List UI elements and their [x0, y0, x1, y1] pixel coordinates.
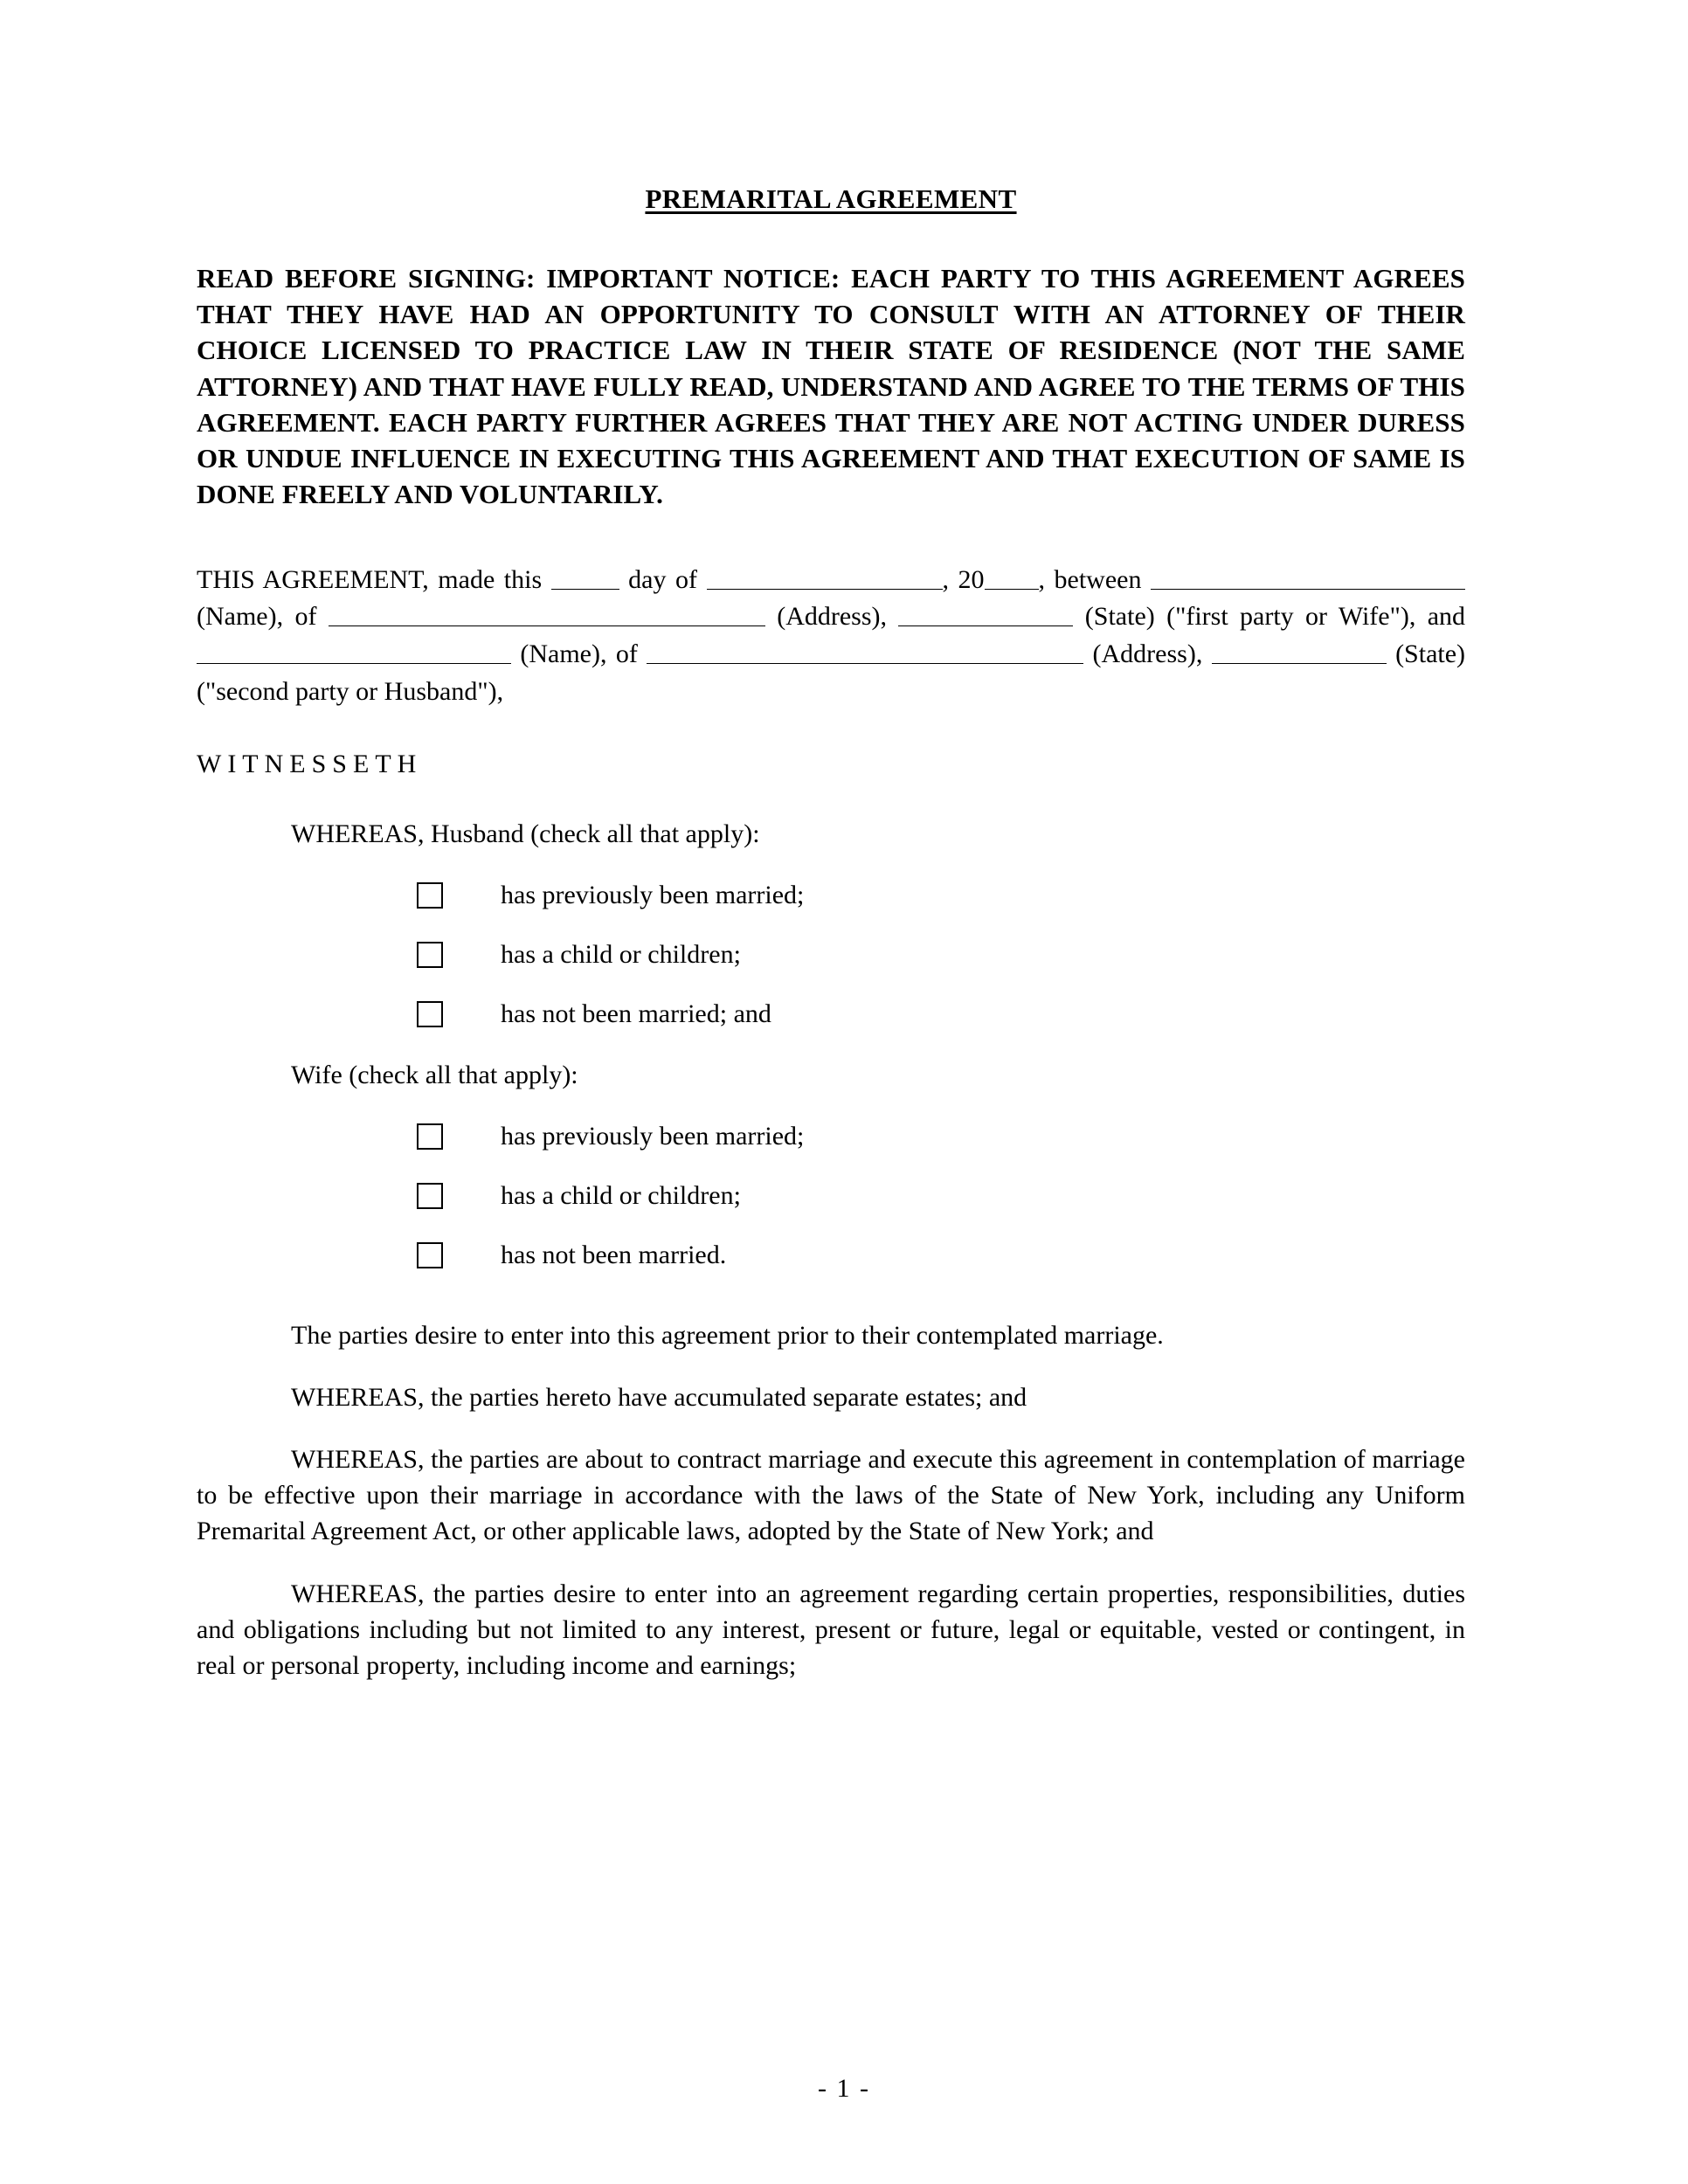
blank-day[interactable]: [551, 562, 619, 590]
agreement-intro-text-7: (State) ("first party or Wife"), and: [1084, 602, 1466, 632]
blank-wife-address[interactable]: [329, 599, 765, 627]
checkbox-label: has a child or children;: [501, 1181, 741, 1211]
list-item[interactable]: [197, 1001, 1465, 1027]
agreement-intro-text-6: (Address),: [777, 602, 888, 632]
checkbox-label: has not been married; and: [501, 999, 771, 1029]
agreement-intro-text-10: (State) ("second party or Husband"),: [197, 639, 1466, 707]
agreement-intro-text-4: , between: [1038, 564, 1142, 594]
list-item[interactable]: [197, 882, 1465, 909]
paragraph-contemplation-of-marriage: WHEREAS, the parties are about to contract marriage and execute this agreement in contemplation of marriage to be effective upon their marriage in accordance with the laws of the State of New York, including any Uniform Premarital Agreement Act, or other applicable laws, adopted by the State of New York; and: [197, 1445, 1465, 1546]
spacer: [197, 1302, 1465, 1317]
list-item[interactable]: [197, 1183, 1465, 1209]
agreement-intro-text-1: THIS AGREEMENT, made this: [197, 564, 543, 594]
checkbox-wife-not-married[interactable]: [417, 1242, 443, 1268]
important-notice-paragraph: READ BEFORE SIGNING: IMPORTANT NOTICE: EACH PARTY TO THIS AGREEMENT AGREES THAT THEY HAVE HAD AN OPPORTUNITY TO CONSULT WITH AN ATTORNEY OF THEIR CHOICE LICENSED TO PRACTICE LAW IN THEIR STATE OF RESIDENCE (NOT THE SAME ATTORNEY) AND THAT HAVE FULLY READ, UNDERSTAND AND AGREE TO THE TERMS OF THIS AGREEMENT. EACH PARTY FURTHER AGREES THAT THEY ARE NOT ACTING UNDER DURESS OR UNDUE INFLUENCE IN EXECUTING THIS AGREEMENT AND THAT EXECUTION OF SAME IS DONE FREELY AND VOLUNTARILY.: [197, 263, 1465, 510]
checkbox-label: has not been married.: [501, 1241, 727, 1270]
checkbox-wife-has-children[interactable]: [417, 1183, 443, 1209]
list-item[interactable]: [197, 942, 1465, 968]
blank-husband-address[interactable]: [647, 637, 1083, 665]
blank-husband-state[interactable]: [1212, 637, 1387, 665]
blank-month[interactable]: [707, 562, 943, 590]
agreement-intro-text-9: (Address),: [1092, 639, 1203, 669]
checkbox-label: has a child or children;: [501, 940, 741, 970]
list-item[interactable]: [197, 1123, 1465, 1150]
paragraph-separate-estates: WHEREAS, the parties hereto have accumulated separate estates; and: [291, 1383, 1027, 1413]
agreement-intro-text-8: (Name), of: [520, 639, 638, 669]
checkbox-husband-previously-married[interactable]: [417, 882, 443, 909]
blank-wife-state[interactable]: [898, 599, 1073, 627]
checkbox-label: has previously been married;: [501, 1122, 805, 1151]
witnesseth-heading: WITNESSETH: [197, 750, 423, 779]
blank-wife-name[interactable]: [1151, 562, 1465, 590]
blank-year[interactable]: [985, 562, 1039, 590]
checkbox-wife-previously-married[interactable]: [417, 1123, 443, 1150]
agreement-intro-block: [197, 562, 1465, 712]
checkbox-label: has previously been married;: [501, 881, 805, 910]
paragraph-properties-and-obligations: WHEREAS, the parties desire to enter into an agreement regarding certain properties, responsibilities, duties and obligations including but not limited to any interest, present or future, legal or equitable, vested or contingent, in real or personal property, including income and earnings;: [197, 1579, 1465, 1680]
blank-husband-name[interactable]: [197, 637, 511, 665]
page-number: - 1 -: [818, 2074, 870, 2103]
agreement-intro-text-3: , 20: [942, 564, 985, 594]
wife-checklist-lead: Wife (check all that apply):: [291, 1061, 578, 1090]
husband-checklist-lead: WHEREAS, Husband (check all that apply):: [291, 819, 760, 849]
page-title: PREMARITAL AGREEMENT: [645, 183, 1017, 214]
checkbox-husband-not-married[interactable]: [417, 1001, 443, 1027]
agreement-intro-text-2: day of: [628, 564, 697, 594]
agreement-intro-text-5: (Name), of: [197, 602, 317, 632]
list-item[interactable]: [197, 1242, 1465, 1268]
paragraph-desire-to-enter: The parties desire to enter into this agreement prior to their contemplated marriage.: [291, 1321, 1164, 1351]
checkbox-husband-has-children[interactable]: [417, 942, 443, 968]
